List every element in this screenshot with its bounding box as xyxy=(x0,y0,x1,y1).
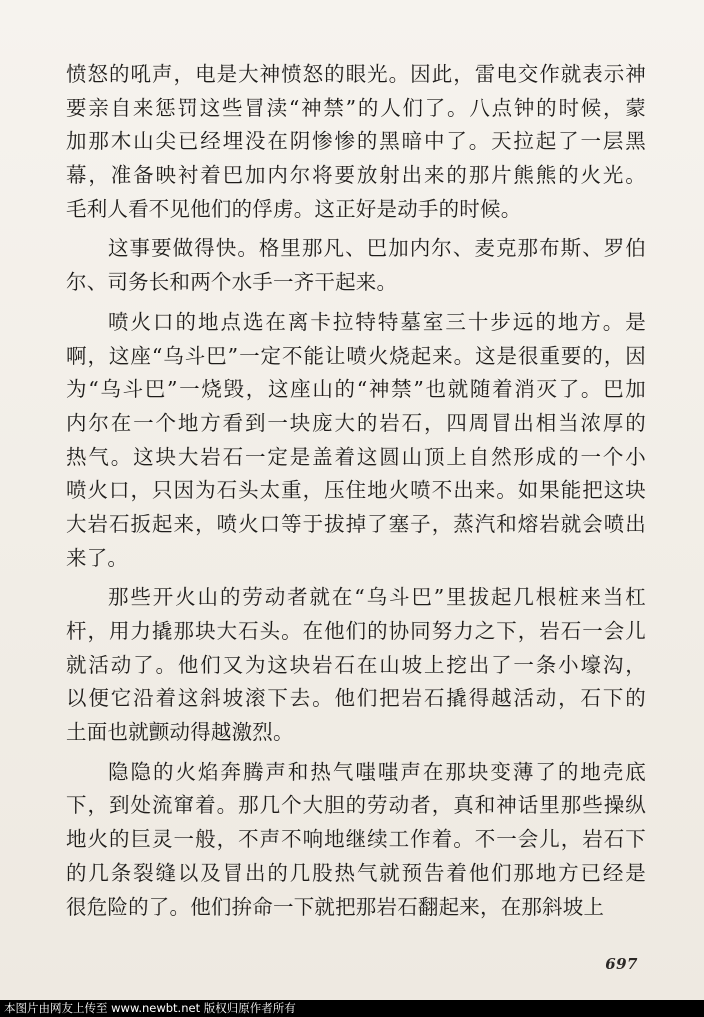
text-line: 隐隐的火焰奔腾声和热气嗤嗤声在那块变薄了的地壳底 xyxy=(108,759,646,784)
text-line: 那些开火山的劳动者就在“乌斗巴”里拔起几根桩来当杠 xyxy=(108,585,646,610)
text-line: 毛利人看不见他们的俘虏。这正好是动手的时候。 xyxy=(66,196,522,221)
text-line: 啊，这座“乌斗巴”一定不能让喷火烧起来。这是很重要的，因 xyxy=(66,343,646,368)
text-line: 以便它沿着这斜坡滚下去。他们把岩石撬得越活动，石下的 xyxy=(66,686,646,711)
text-line: 喷火口，只因为石头太重，压住地火喷不出来。如果能把这块 xyxy=(66,478,646,503)
text-line: 杆，用力撬那块大石头。在他们的协同努力之下，岩石一会儿 xyxy=(66,619,646,643)
text-line: 下，到处流窜着。那几个大胆的劳动者，真和神话里那些操纵 xyxy=(66,793,646,818)
text-line: 要亲自来惩罚这些冒渎“神禁”的人们了。八点钟的时候，蒙 xyxy=(66,95,646,120)
text-line: 内尔在一个地方看到一块庞大的岩石，四周冒出相当浓厚的 xyxy=(66,410,646,435)
text-line: 为“乌斗巴”一烧毁，这座山的“神禁”也就随着消灭了。巴加 xyxy=(66,377,646,402)
text-line: 加那木山尖已经埋没在阴惨惨的黑暗中了。天拉起了一层黑 xyxy=(66,129,646,154)
watermark-footer: 本图片由网友上传至 www.newbt.net 版权归原作者所有 xyxy=(0,1000,704,1017)
text-line: 地火的巨灵一般，不声不响地继续工作着。不一会儿，岩石下 xyxy=(66,827,646,852)
text-line: 大岩石扳起来，喷火口等于拔掉了塞子，蒸汽和熔岩就会喷出 xyxy=(66,511,646,536)
text-line: 的几条裂缝以及冒出的几股热气就预告着他们那地方已经是 xyxy=(66,860,646,885)
text-line: 就活动了。他们又为这块岩石在山坡上挖出了一条小壕沟， xyxy=(66,652,646,677)
text-line: 尔、司务长和两个水手一齐干起来。 xyxy=(66,270,398,295)
text-line: 土面也就颤动得越激烈。 xyxy=(66,720,294,745)
text-line: 喷火口的地点选在离卡拉特特墓室三十步远的地方。是 xyxy=(108,309,646,334)
text-line: 来了。 xyxy=(66,545,129,570)
text-line: 愤怒的吼声，电是大神愤怒的眼光。因此，雷电交作就表示神 xyxy=(66,62,646,86)
body-text xyxy=(66,58,646,924)
text-line: 很危险的了。他们拚命一下就把那岩石翻起来，在那斜坡上 xyxy=(66,894,605,919)
text-line: 这事要做得快。格里那凡、巴加内尔、麦克那布斯、罗伯 xyxy=(108,236,646,261)
page-number: 697 xyxy=(605,955,638,973)
text-line: 热气。这块大岩石一定是盖着这圆山顶上自然形成的一个小 xyxy=(66,444,646,469)
text-line: 幕，准备映衬着巴加内尔将要放射出来的那片熊熊的火光。 xyxy=(66,163,646,188)
